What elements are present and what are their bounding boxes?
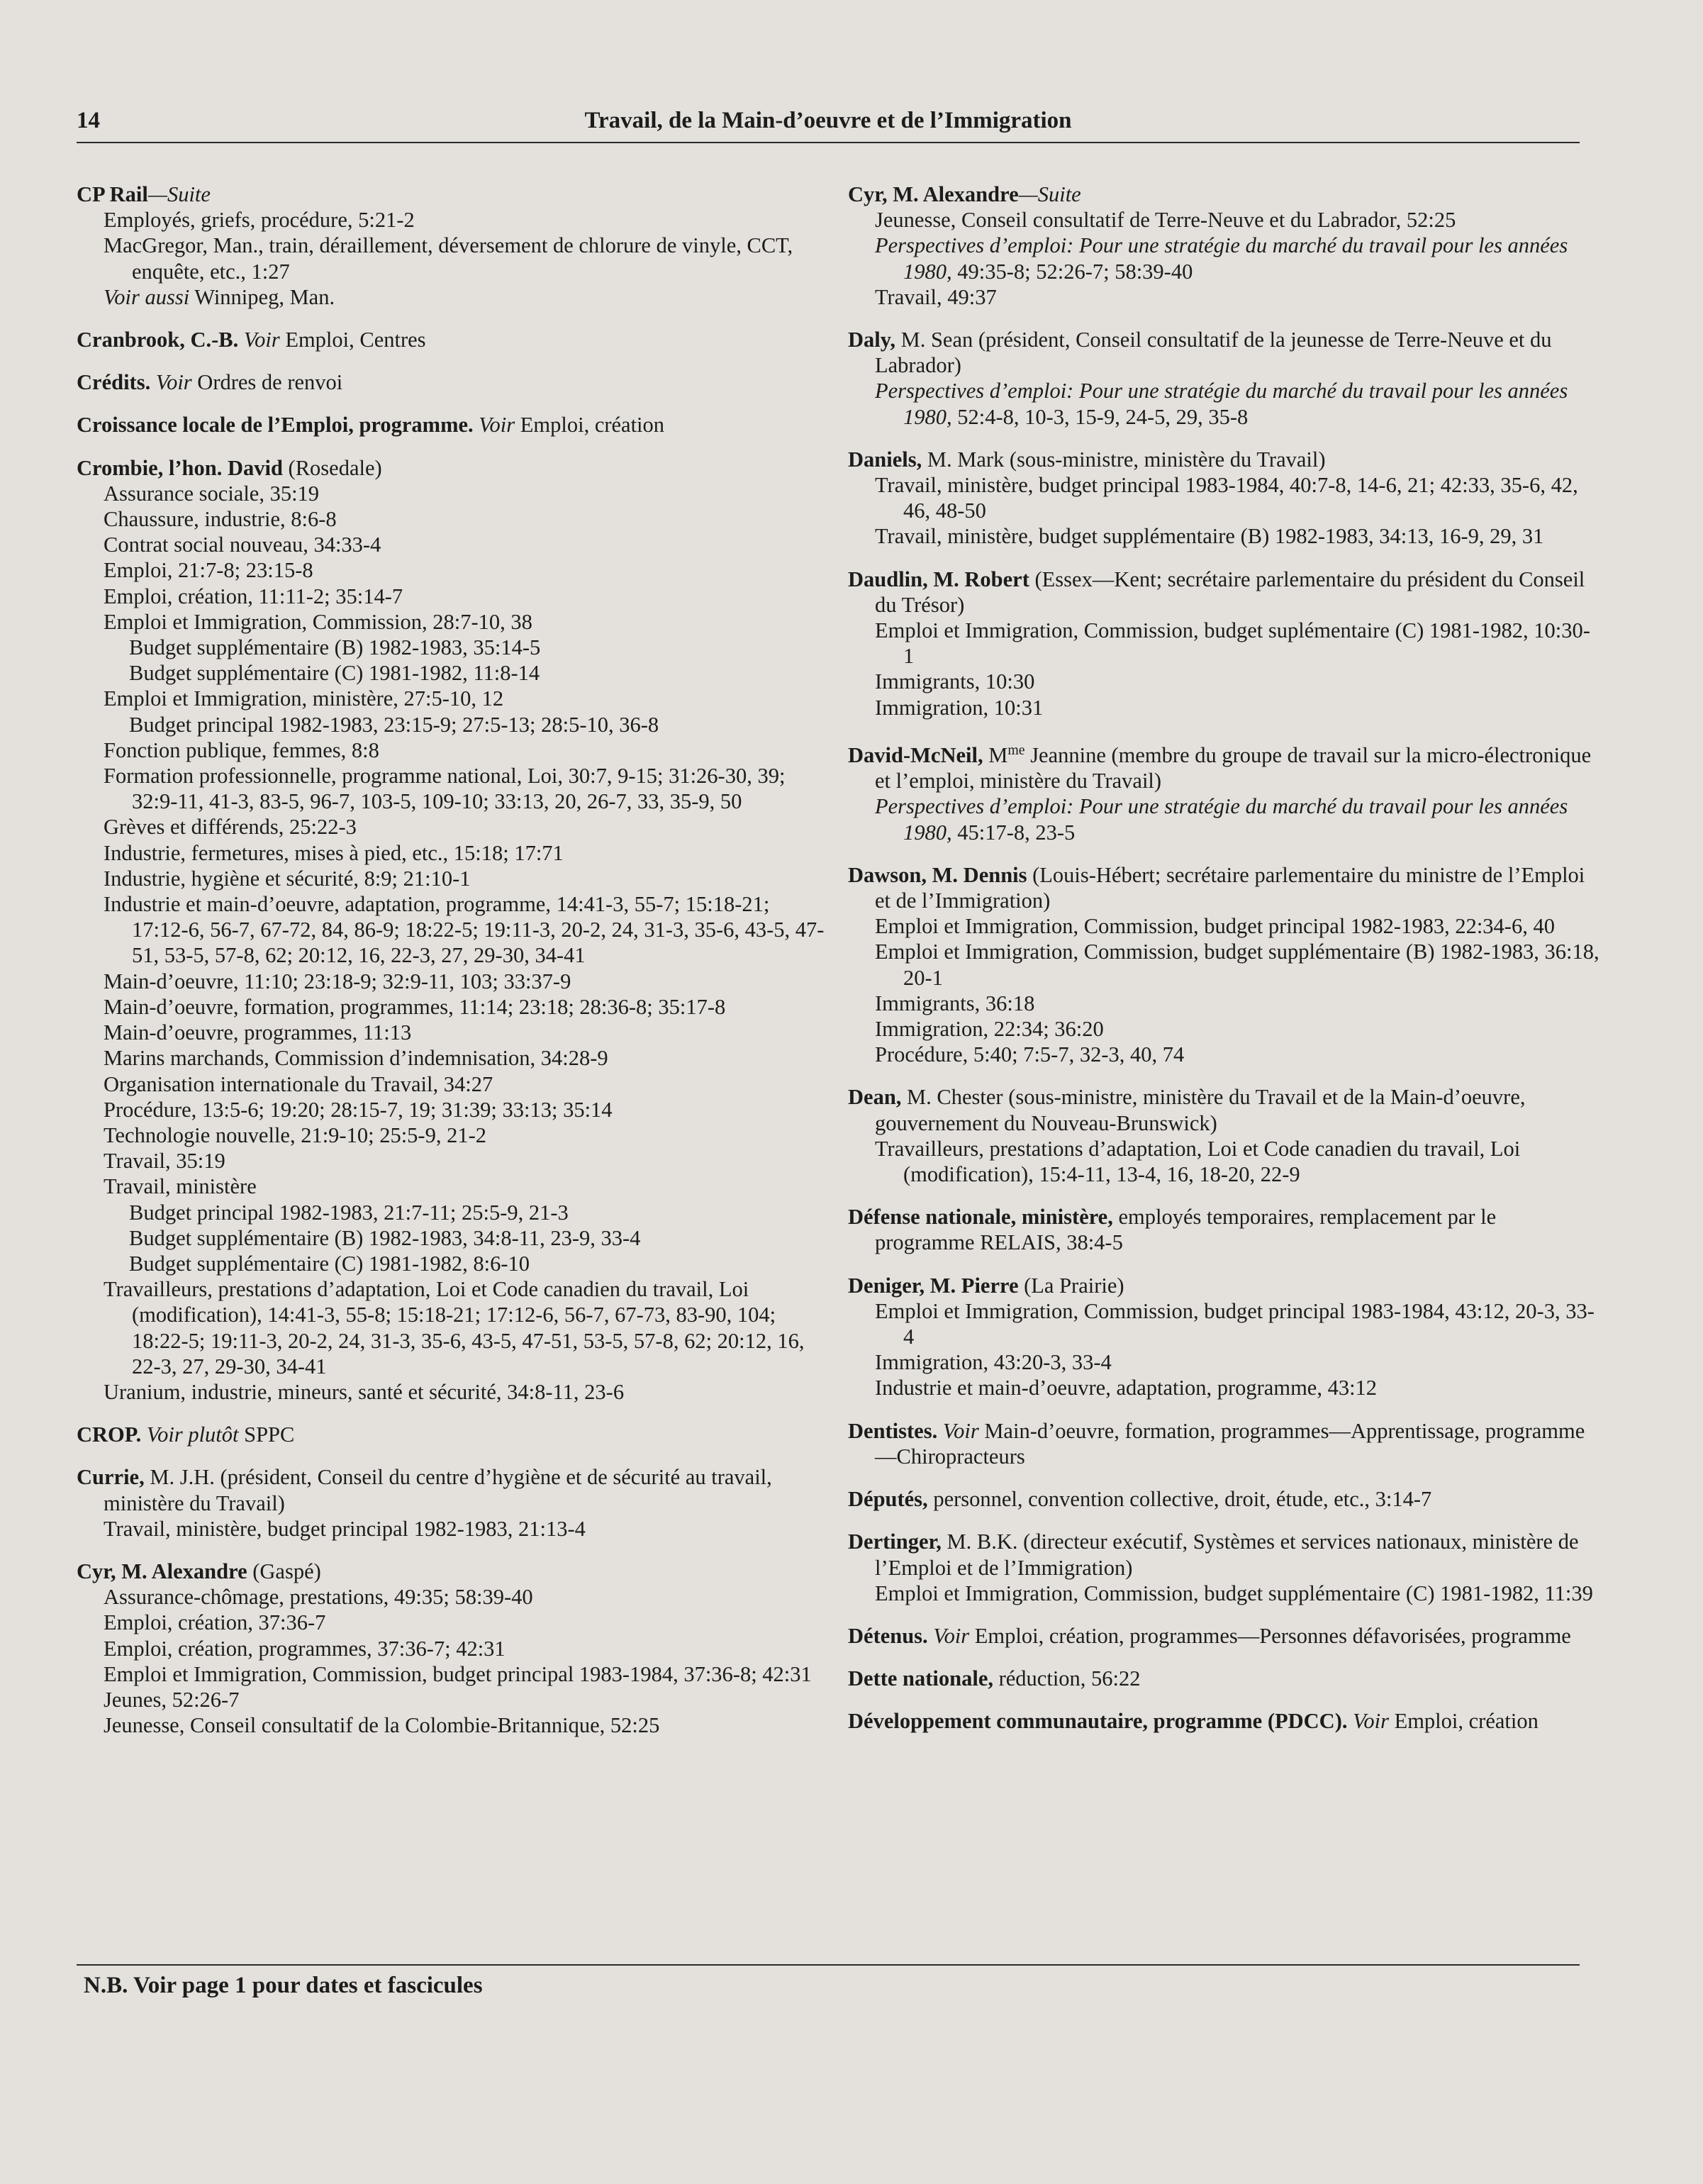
heading-detail: personnel, convention collective, droit, étude, etc., 3:14-7: [927, 1487, 1432, 1512]
cross-reference-label: Voir plutôt: [146, 1422, 239, 1447]
heading-term: Dertinger,: [848, 1530, 942, 1554]
heading-detail: Emploi, création: [1388, 1709, 1539, 1734]
entry-references: Budget supplémentaire (C) 1981-1982, 8:6-10: [129, 1251, 530, 1276]
entry-heading: [77, 455, 828, 481]
entry-heading: [848, 1623, 1599, 1649]
index-entry: [848, 1529, 1599, 1606]
heading-term: Crombie, l’hon. David: [77, 455, 283, 480]
heading-detail: (Louis-Hébert; secrétaire parlementaire du ministre de l’Emploi et de l’Immigration): [875, 862, 1585, 913]
sub-entry: [848, 284, 1599, 310]
entry-references: Winnipeg, Man.: [189, 284, 335, 309]
entry-references: Budget principal 1982-1983, 21:7-11; 25:5-9, 21-3: [129, 1200, 569, 1225]
sub-entry: [848, 1136, 1599, 1187]
heading-detail: M. J.H. (président, Conseil du centre d’hygiène et de sécurité au travail, ministère du Travail): [104, 1465, 772, 1515]
entry-references: Industrie et main-d’oeuvre, adaptation, programme, 43:12: [875, 1376, 1378, 1400]
entry-heading: [77, 412, 828, 438]
sub-entry: [77, 1045, 828, 1071]
sub-entry: [848, 1375, 1599, 1400]
sub-entry: [77, 481, 828, 506]
sub-entry: [848, 378, 1599, 429]
entry-references: Travail, ministère: [104, 1174, 257, 1199]
entry-references: Emploi, création, 37:36-7: [104, 1610, 326, 1635]
sub-entry: [848, 1581, 1599, 1606]
heading-detail: (Rosedale): [282, 455, 382, 480]
entry-heading: [77, 1559, 828, 1584]
sub-entry: [77, 969, 828, 994]
entry-heading: [848, 327, 1599, 378]
index-entry: [848, 1273, 1599, 1401]
sub-entry: [77, 1174, 828, 1199]
footer-note: N.B. Voir page 1 pour dates et fascicules: [84, 1973, 483, 1998]
sub-sub-entry: [77, 1251, 828, 1276]
entry-references: Emploi, 21:7-8; 23:15-8: [104, 558, 313, 583]
entry-heading: [848, 1666, 1599, 1691]
index-entry: [848, 182, 1599, 310]
heading-term: Cyr, M. Alexandre: [77, 1559, 247, 1583]
index-entry: [77, 412, 828, 438]
cross-reference-label: Voir: [942, 1418, 979, 1443]
heading-detail: employés temporaires, remplacement par le programme RELAIS, 38:4-5: [875, 1205, 1497, 1255]
sub-entry: [77, 506, 828, 532]
sub-entry: [848, 939, 1599, 990]
heading-detail: Main-d’oeuvre, formation, programmes—Apprentissage, programme—Chiropracteurs: [875, 1418, 1585, 1469]
entry-references: Main-d’oeuvre, programmes, 11:13: [104, 1020, 412, 1045]
entry-references: Jeunes, 52:26-7: [104, 1687, 240, 1712]
sub-entry: [848, 913, 1599, 939]
entry-references: Industrie et main-d’oeuvre, adaptation, programme, 14:41-3, 55-7; 15:18-21; 17:12-6, 56-7, 67-72, 84, 86-9; 18:22-5; 19:11-3, 20-2, 24, 31-3, 35-6, 43-5, 47-51, 53-5, 57-8, 62; 20:12, 16, 22-3, 27, 29-30, 34-41: [104, 892, 825, 968]
heading-term: Députés,: [848, 1487, 928, 1512]
heading-detail: M. Chester (sous-ministre, ministère du Travail et de la Main-d’oeuvre, gouvernement du Nouveau-Brunswick): [875, 1085, 1526, 1135]
heading-term: CP Rail: [77, 182, 148, 206]
sub-entry: [77, 584, 828, 609]
entry-references: MacGregor, Man., train, déraillement, déversement de chlorure de vinyle, CCT, enquête, etc., 1:27: [104, 233, 793, 284]
sub-entry: [77, 1122, 828, 1148]
sub-sub-entry: [77, 660, 828, 686]
cross-reference-label: Voir: [155, 370, 192, 395]
entry-references: Immigrants, 36:18: [875, 991, 1035, 1015]
continuation-mark: —Suite: [1018, 182, 1081, 206]
index-entry: [77, 327, 828, 352]
sub-entry: [77, 840, 828, 866]
heading-term: Croissance locale de l’Emploi, programme.: [77, 413, 474, 438]
sub-entry: [77, 891, 828, 969]
index-entry: [848, 737, 1599, 845]
entry-heading: [848, 182, 1599, 207]
heading-term: Dette nationale,: [848, 1666, 993, 1691]
entry-references: Travailleurs, prestations d’adaptation, Loi et Code canadien du travail, Loi (modification), 15:4-11, 13-4, 16, 18-20, 22-9: [875, 1136, 1521, 1187]
sub-entry: [77, 814, 828, 840]
entry-references: Grèves et différends, 25:22-3: [104, 815, 357, 840]
sub-entry: [77, 1712, 828, 1738]
entry-references: Contrat social nouveau, 34:33-4: [104, 533, 381, 557]
sub-entry: [77, 1610, 828, 1635]
entry-heading: [848, 737, 1599, 794]
sub-entry: [77, 1584, 828, 1610]
sub-entry: [848, 1016, 1599, 1042]
entry-references: Emploi et Immigration, Commission, 28:7-10, 38: [104, 609, 532, 634]
entry-references: 49:35-8; 52:26-7; 58:39-40: [951, 259, 1193, 284]
index-entry: [848, 447, 1599, 550]
heading-detail: (La Prairie): [1018, 1273, 1124, 1298]
sub-entry: [77, 737, 828, 763]
heading-term: Défense nationale, ministère,: [848, 1205, 1113, 1230]
cross-reference-label: Voir: [933, 1623, 970, 1648]
heading-detail: Ordres de renvoi: [191, 370, 343, 395]
entry-heading: [77, 1422, 828, 1447]
entry-references: Fonction publique, femmes, 8:8: [104, 737, 379, 762]
entry-references: Main-d’oeuvre, 11:10; 23:18-9; 32:9-11, 103; 33:37-9: [104, 969, 571, 993]
heading-term: Développement communautaire, programme (PDCC).: [848, 1709, 1348, 1734]
entry-references: Budget supplémentaire (B) 1982-1983, 35:14-5: [129, 635, 541, 660]
entry-heading: [848, 1204, 1599, 1255]
sub-sub-entry: [77, 1225, 828, 1251]
entry-references: Assurance sociale, 35:19: [104, 481, 320, 506]
sub-entry: [77, 207, 828, 233]
heading-term: Dawson, M. Dennis: [848, 862, 1027, 887]
entry-heading: [848, 447, 1599, 472]
index-entry: [77, 1422, 828, 1447]
entry-heading: [77, 327, 828, 352]
sub-sub-entry: [77, 635, 828, 660]
entry-references: Budget supplémentaire (B) 1982-1983, 34:8-11, 23-9, 33-4: [129, 1225, 641, 1250]
entry-references: Emploi et Immigration, Commission, budget principal 1983-1984, 43:12, 20-3, 33-4: [875, 1298, 1595, 1349]
sub-entry: [77, 686, 828, 711]
entry-references: Immigration, 10:31: [875, 695, 1044, 720]
heading-term: David-McNeil,: [848, 743, 983, 768]
continuation-mark: —Suite: [147, 182, 211, 206]
sub-entry: [848, 1042, 1599, 1067]
italic-reference: Perspectives d’emploi: Pour une stratégie du marché du travail pour les années 1980,: [875, 233, 1568, 284]
sub-entry: [77, 1148, 828, 1174]
entry-references: Industrie, fermetures, mises à pied, etc., 15:18; 17:71: [104, 840, 564, 865]
entry-references: Emploi et Immigration, Commission, budget supplémentaire (B) 1982-1983, 36:18, 20-1: [875, 940, 1599, 990]
sub-entry: [848, 233, 1599, 284]
sub-entry: [848, 669, 1599, 694]
heading-detail: M. B.K. (directeur exécutif, Systèmes et services nationaux, ministère de l’Emploi et de l’Immigration): [875, 1530, 1579, 1580]
index-column-left: [77, 182, 828, 1755]
heading-detail: réduction, 56:22: [993, 1666, 1141, 1691]
sub-entry: [848, 695, 1599, 720]
index-entry: [77, 1464, 828, 1542]
sub-entry: [848, 618, 1599, 669]
cross-reference-label: Voir: [243, 328, 280, 352]
sub-entry: [848, 523, 1599, 549]
sub-entry: [848, 207, 1599, 233]
sub-entry: [77, 1071, 828, 1097]
sub-entry: [77, 532, 828, 557]
sub-entry: [77, 284, 828, 310]
entry-references: Travail, ministère, budget principal 1983-1984, 40:7-8, 14-6, 21; 42:33, 35-6, 42, 46, 48-50: [875, 473, 1578, 523]
index-entry: [77, 1559, 828, 1738]
index-entry: [77, 182, 828, 310]
sub-sub-entry: [77, 1200, 828, 1225]
heading-detail: $M^{me}$ Jeannine (membre du groupe de travail sur la micro-électronique et l’emploi, ministère du Travail): [875, 742, 1592, 793]
entry-heading: [848, 1084, 1599, 1135]
sub-entry: [77, 1661, 828, 1687]
sub-entry: [77, 1020, 828, 1045]
entry-heading: [848, 1273, 1599, 1298]
cross-reference-label: Voir: [1353, 1709, 1389, 1734]
entry-references: Formation professionnelle, programme national, Loi, 30:7, 9-15; 31:26-30, 39; 32:9-11, 41-3, 83-5, 96-7, 103-5, 109-10; 33:13, 20, 26-7, 33, 35-9, 50: [104, 764, 786, 814]
entry-heading: [848, 1418, 1599, 1469]
sub-entry: [77, 1379, 828, 1405]
index-column-right: [848, 182, 1599, 1751]
entry-references: Industrie, hygiène et sécurité, 8:9; 21:10-1: [104, 866, 471, 891]
entry-references: Immigration, 43:20-3, 33-4: [875, 1350, 1112, 1375]
index-entry: [848, 1486, 1599, 1512]
entry-references: Jeunesse, Conseil consultatif de la Colombie-Britannique, 52:25: [104, 1713, 660, 1738]
heading-term: Cranbrook, C.-B.: [77, 328, 239, 352]
heading-term: Cyr, M. Alexandre: [848, 182, 1019, 206]
sub-entry: [77, 557, 828, 583]
entry-references: Travail, 49:37: [875, 284, 997, 309]
entry-references: Uranium, industrie, mineurs, santé et sécurité, 34:8-11, 23-6: [104, 1379, 625, 1404]
heading-detail: SPPC: [238, 1422, 295, 1447]
entry-heading: [848, 567, 1599, 618]
entry-heading: [77, 1464, 828, 1515]
heading-detail: (Gaspé): [247, 1559, 321, 1583]
entry-references: Emploi et Immigration, Commission, budget principal 1983-1984, 37:36-8; 42:31: [104, 1661, 812, 1686]
entry-references: Emploi et Immigration, ministère, 27:5-10, 12: [104, 686, 504, 711]
heading-term: Daudlin, M. Robert: [848, 567, 1029, 591]
sub-entry: [848, 991, 1599, 1016]
sub-entry: [848, 1349, 1599, 1375]
entry-references: Immigrants, 10:30: [875, 669, 1035, 694]
entry-references: Emploi, création, 11:11-2; 35:14-7: [104, 584, 403, 608]
heading-term: Dentistes.: [848, 1418, 938, 1443]
entry-references: Budget supplémentaire (C) 1981-1982, 11:8-14: [129, 661, 540, 686]
index-entry: [848, 1084, 1599, 1187]
heading-term: Daniels,: [848, 447, 922, 472]
index-entry: [848, 862, 1599, 1068]
entry-references: Jeunesse, Conseil consultatif de Terre-Neuve et du Labrador, 52:25: [875, 208, 1456, 233]
sub-entry: [77, 994, 828, 1020]
sub-entry: [848, 793, 1599, 845]
footer-rule: [77, 1964, 1580, 1966]
page-number: 14: [77, 108, 100, 133]
italic-reference: Perspectives d’emploi: Pour une stratégie du marché du travail pour les années 1980,: [875, 794, 1568, 845]
index-entry: [848, 1204, 1599, 1255]
heading-term: Currie,: [77, 1465, 145, 1490]
heading-term: Dean,: [848, 1085, 902, 1110]
entry-heading: [77, 369, 828, 395]
sub-entry: [77, 1276, 828, 1379]
index-entry: [848, 327, 1599, 430]
entry-references: Emploi et Immigration, Commission, budget suplémentaire (C) 1981-1982, 10:30-1: [875, 618, 1590, 669]
entry-references: Procédure, 5:40; 7:5-7, 32-3, 40, 74: [875, 1042, 1185, 1067]
heading-term: CROP.: [77, 1422, 142, 1447]
entry-references: 45:17-8, 23-5: [951, 820, 1076, 845]
entry-heading: [848, 1708, 1599, 1734]
sub-entry: [77, 866, 828, 891]
entry-references: Emploi, création, programmes, 37:36-7; 42:31: [104, 1636, 506, 1661]
heading-detail: M. Mark (sous-ministre, ministère du Travail): [922, 447, 1326, 472]
index-entry: [848, 1666, 1599, 1691]
heading-detail: (Essex—Kent; secrétaire parlementaire du président du Conseil du Trésor): [875, 567, 1585, 617]
heading-detail: Emploi, création, programmes—Personnes défavorisées, programme: [969, 1623, 1571, 1648]
sub-entry: [848, 472, 1599, 523]
sub-entry: [77, 1687, 828, 1712]
entry-heading: [848, 862, 1599, 913]
heading-term: Détenus.: [848, 1623, 928, 1648]
entry-references: Organisation internationale du Travail, 34:27: [104, 1071, 493, 1096]
entry-references: Budget principal 1982-1983, 23:15-9; 27:5-13; 28:5-10, 36-8: [129, 712, 659, 737]
entry-references: Emploi et Immigration, Commission, budget supplémentaire (C) 1981-1982, 11:39: [875, 1581, 1593, 1605]
heading-detail: Emploi, Centres: [279, 328, 426, 352]
entry-references: 52:4-8, 10-3, 15-9, 24-5, 29, 35-8: [951, 404, 1249, 429]
entry-heading: [848, 1529, 1599, 1580]
index-entry: [77, 455, 828, 1405]
entry-heading: [848, 1486, 1599, 1512]
italic-reference: Perspectives d’emploi: Pour une stratégie du marché du travail pour les années 1980,: [875, 379, 1568, 429]
superscript: me: [1007, 742, 1025, 758]
sub-entry: [77, 609, 828, 635]
entry-references: Travail, 35:19: [104, 1149, 225, 1174]
running-title: Travail, de la Main-d’oeuvre et de l’Immigration: [584, 108, 1072, 133]
index-entry: [77, 369, 828, 395]
entry-references: Travail, ministère, budget supplémentaire (B) 1982-1983, 34:13, 16-9, 29, 31: [875, 524, 1544, 549]
header-rule: [77, 142, 1580, 143]
cross-reference-label: Voir: [479, 413, 515, 438]
sub-entry: [77, 233, 828, 284]
sub-sub-entry: [77, 712, 828, 737]
entry-references: Travailleurs, prestations d’adaptation, Loi et Code canadien du travail, Loi (modification), 14:41-3, 55-8; 15:18-21; 17:12-6, 56-7, 67-73, 83-90, 104; 18:22-5; 19:11-3, 20-2, 24, 31-3, 35-6, 43-5, 47-51, 53-5, 57-8, 62; 20:12, 16, 22-3, 27, 29-30, 34-41: [104, 1277, 805, 1378]
sub-entry: [848, 1298, 1599, 1349]
sub-entry: [77, 1636, 828, 1661]
entry-heading: [77, 182, 828, 207]
entry-references: Emploi et Immigration, Commission, budget principal 1982-1983, 22:34-6, 40: [875, 914, 1555, 939]
entry-references: Travail, ministère, budget principal 1982-1983, 21:13-4: [104, 1516, 586, 1541]
index-entry: [848, 1708, 1599, 1734]
sub-entry: [77, 1516, 828, 1542]
sub-entry: [77, 1097, 828, 1122]
entry-references: Chaussure, industrie, 8:6-8: [104, 507, 337, 532]
entry-references: Main-d’oeuvre, formation, programmes, 11:14; 23:18; 28:36-8; 35:17-8: [104, 994, 726, 1019]
entry-references: Technologie nouvelle, 21:9-10; 25:5-9, 21-2: [104, 1122, 486, 1147]
entry-references: Marins marchands, Commission d’indemnisation, 34:28-9: [104, 1046, 608, 1071]
heading-term: Daly,: [848, 328, 895, 352]
page-header: [77, 104, 1580, 143]
index-entry: [848, 1418, 1599, 1469]
entry-references: Procédure, 13:5-6; 19:20; 28:15-7, 19; 31:39; 33:13; 35:14: [104, 1097, 613, 1122]
entry-references: Employés, griefs, procédure, 5:21-2: [104, 208, 415, 233]
heading-term: Deniger, M. Pierre: [848, 1273, 1019, 1298]
heading-term: Crédits.: [77, 370, 151, 395]
sub-entry: [77, 763, 828, 814]
entry-references: Immigration, 22:34; 36:20: [875, 1017, 1104, 1042]
heading-detail: M. Sean (président, Conseil consultatif de la jeunesse de Terre-Neuve et du Labrador): [875, 328, 1552, 378]
heading-detail: Emploi, création: [515, 413, 665, 438]
index-entry: [848, 567, 1599, 720]
entry-references: Assurance-chômage, prestations, 49:35; 58:39-40: [104, 1585, 533, 1610]
italic-reference: Voir aussi: [104, 284, 190, 309]
index-entry: [848, 1623, 1599, 1649]
